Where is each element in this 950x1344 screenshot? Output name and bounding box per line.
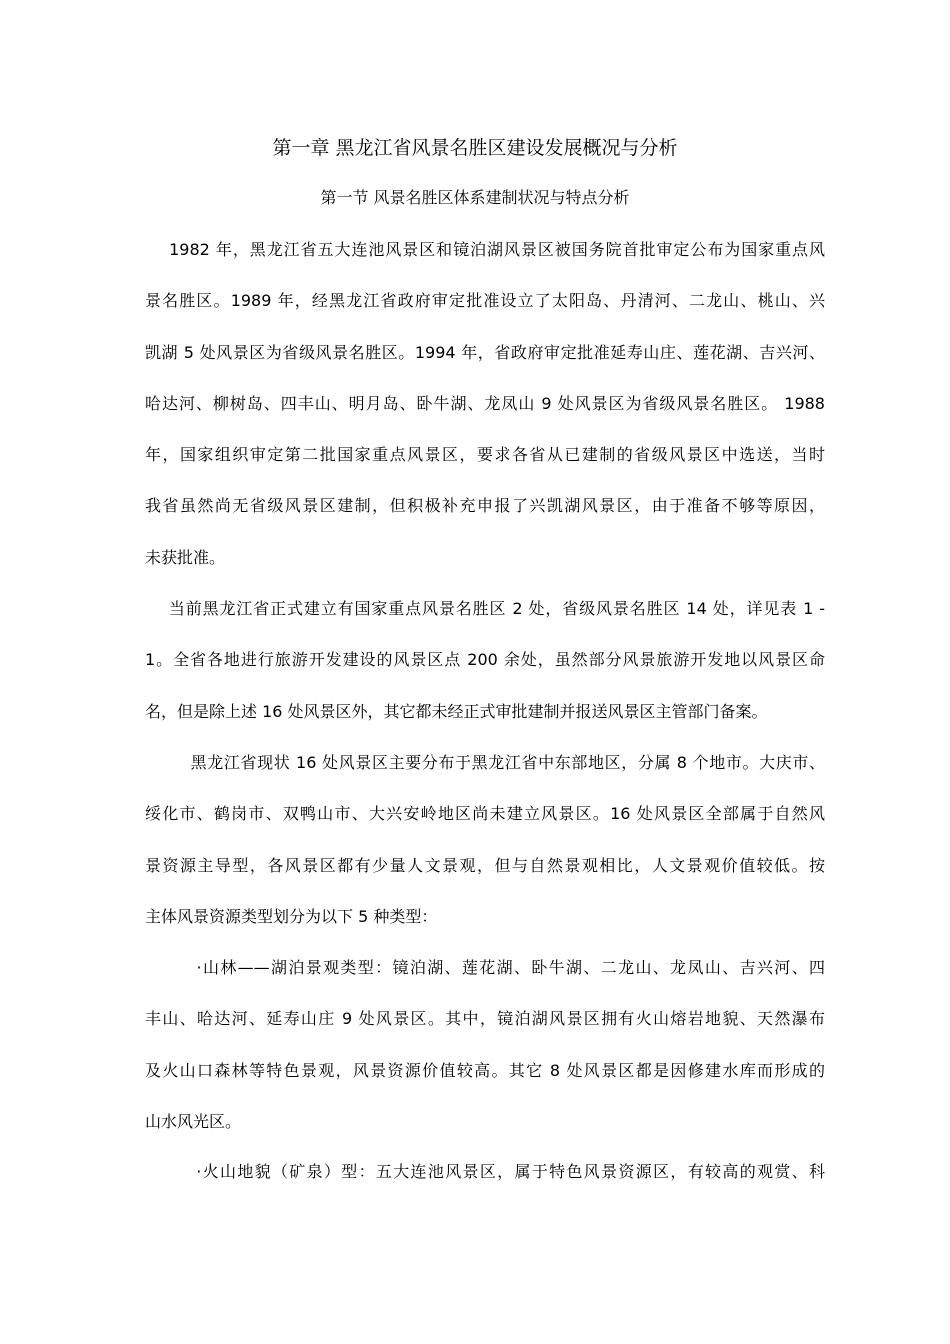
paragraph-line: 1982 年，黑龙江省五大连池风景区和镜泊湖风景区被国务院首批审定公布为国家重点风 [145,240,825,259]
paragraph-line: 丰山、哈达河、延寿山庄 9 处风景区。其中，镜泊湖风景区拥有火山熔岩地貌、天然瀑布 [145,1009,825,1029]
paragraph-line: 未获批准。 [145,547,226,567]
paragraph-2 [145,597,825,751]
chapter-title: 第一章 黑龙江省风景名胜区建设发展概况与分析 [272,137,678,159]
paragraph-line: 1。全省各地进行旅游开发建设的风景区点 200 余处，虽然部分风景旅游开发地以风景区命 [145,650,825,670]
paragraph-line: 主体风景资源类型划分为以下 5 种类型： [145,906,438,926]
paragraph-line: 凯湖 5 处风景区为省级风景名胜区。1994 年，省政府审定批准延寿山庄、莲花湖、吉兴河、 [145,342,825,362]
section-title: 第一节 风景名胜区体系建制状况与特点分析 [320,188,630,207]
paragraph-line: 及火山口森林等特色景观，风景资源价值较高。其它 8 处风景区都是因修建水库而形成的 [145,1060,825,1080]
paragraph-line: 山水风光区。 [145,1111,242,1131]
paragraph-line: ·火山地貌（矿泉）型：五大连池风景区，属于特色风景资源区，有较高的观赏、科 [145,1162,825,1181]
paragraph-5 [145,1160,825,1211]
paragraph-1 [145,238,825,597]
paragraph-line: 年，国家组织审定第二批国家重点风景区，要求各省从已建制的省级风景区中选送，当时 [145,445,825,465]
paragraph-line: 哈达河、柳树岛、四丰山、明月岛、卧牛湖、龙凤山 9 处风景区为省级风景名胜区。 1988 [145,393,825,413]
paragraph-line: 绥化市、鹤岗市、双鸭山市、大兴安岭地区尚未建立风景区。16 处风景区全部属于自然风 [145,804,825,824]
paragraph-line: ·山林——湖泊景观类型：镜泊湖、莲花湖、卧牛湖、二龙山、龙凤山、吉兴河、四 [145,958,825,977]
paragraph-line: 我省虽然尚无省级风景区建制，但积极补充申报了兴凯湖风景区，由于准备不够等原因， [145,496,825,516]
paragraph-3 [145,751,825,956]
paragraph-4 [145,956,825,1161]
paragraph-line: 当前黑龙江省正式建立有国家重点风景名胜区 2 处，省级风景名胜区 14 处，详见表 1 - [145,599,825,618]
paragraph-line: 景名胜区。1989 年，经黑龙江省政府审定批准设立了太阳岛、丹清河、二龙山、桃山、兴 [145,291,825,311]
paragraph-line: 名，但是除上述 16 处风景区外，其它都未经正式审批建制并报送风景区主管部门备案。 [145,701,768,721]
paragraph-line: 黑龙江省现状 16 处风景区主要分布于黑龙江省中东部地区，分属 8 个地市。大庆市、 [145,753,825,772]
paragraph-line: 景资源主导型，各风景区都有少量人文景观，但与自然景观相比，人文景观价值较低。按 [145,855,825,875]
